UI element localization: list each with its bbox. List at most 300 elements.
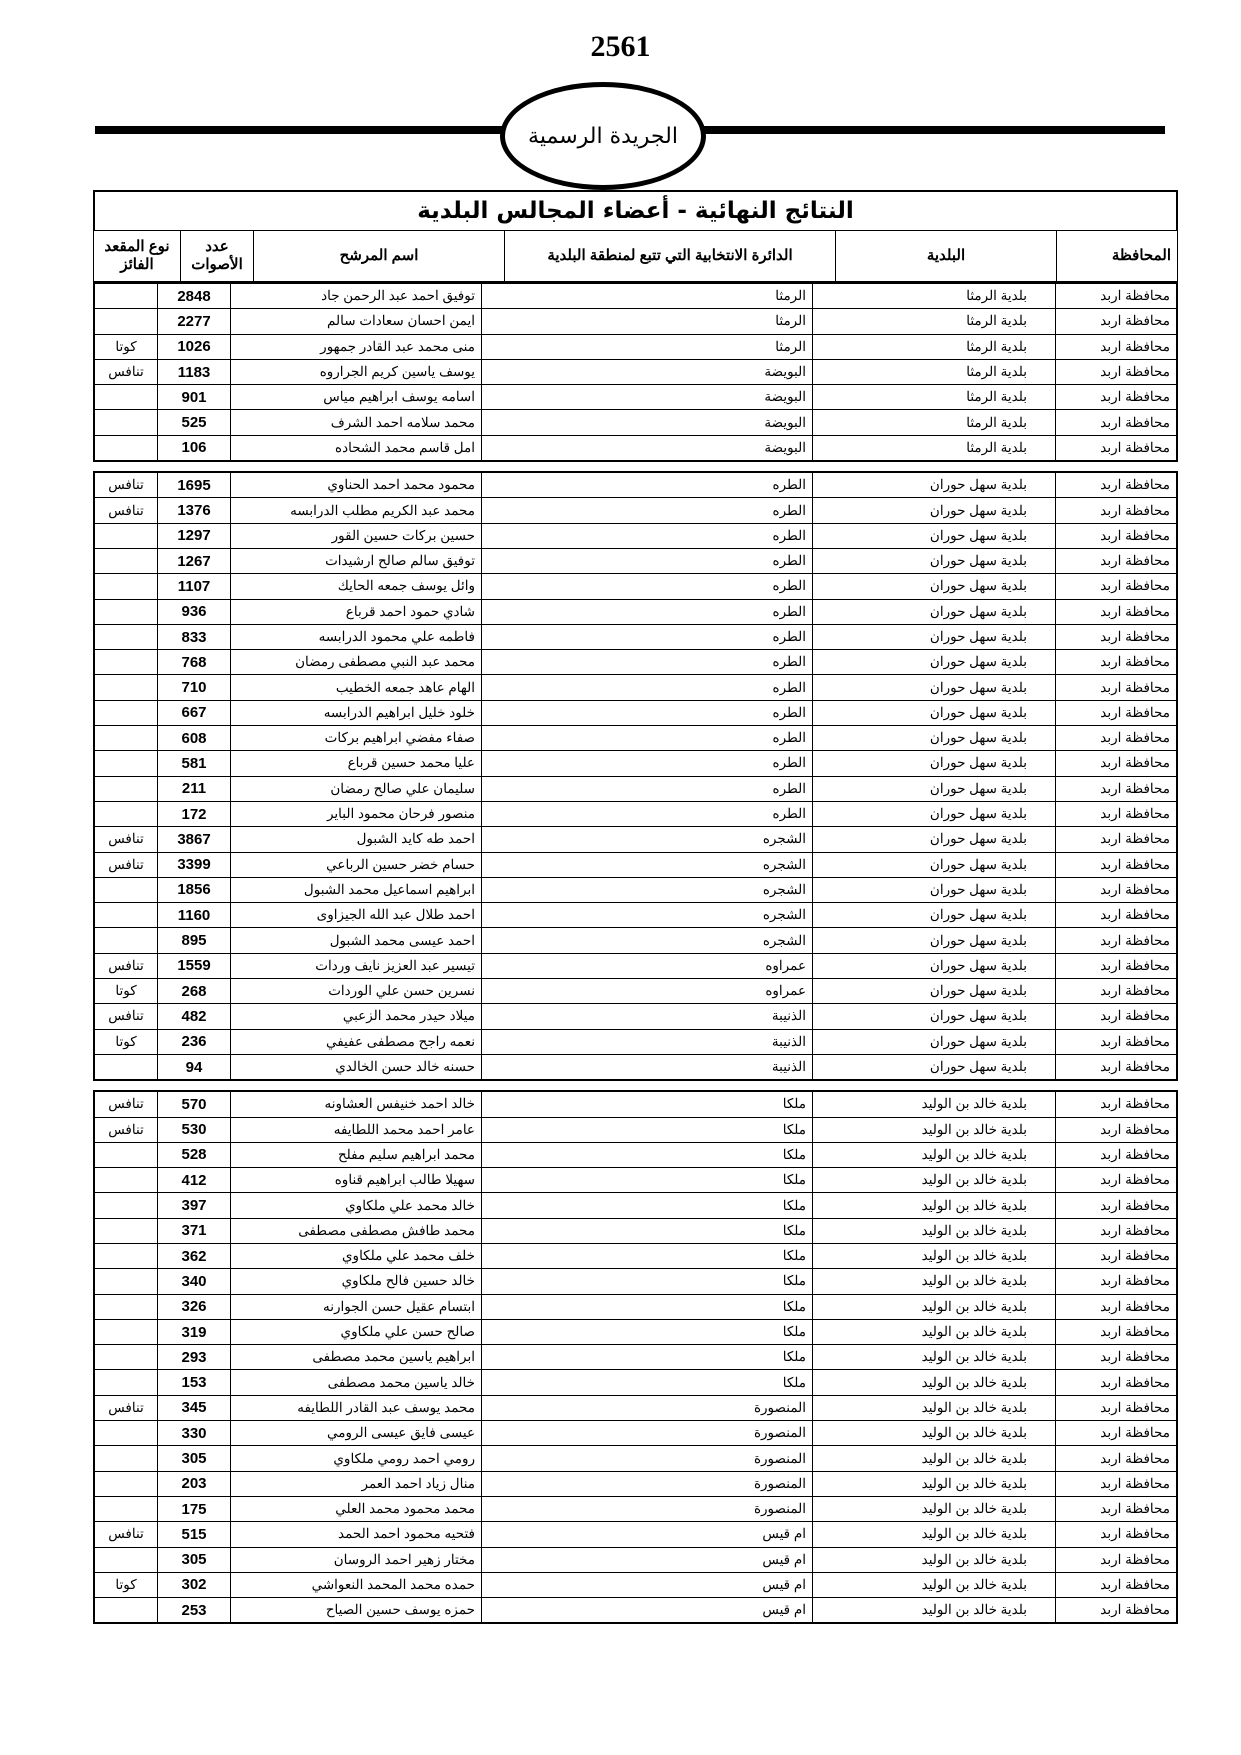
- seat-type-cell: تنافس: [94, 852, 158, 877]
- votes-cell: 1183: [158, 359, 231, 384]
- municipality-cell: بلدية سهل حوران: [813, 953, 1056, 978]
- seat-type-cell: [94, 1193, 158, 1218]
- district-cell: الشجره: [482, 827, 813, 852]
- votes-cell: 371: [158, 1218, 231, 1243]
- seat-type-cell: [94, 1471, 158, 1496]
- municipality-cell: بلدية الرمثا: [813, 385, 1056, 410]
- candidate-name-cell: ابتسام عقيل حسن الجوارنه: [231, 1294, 482, 1319]
- seat-type-cell: [94, 410, 158, 435]
- table-row: [94, 498, 1177, 523]
- district-cell: الذنيبة: [482, 1054, 813, 1080]
- governorate-cell: محافظة اربد: [1056, 675, 1178, 700]
- seat-type-cell: [94, 1421, 158, 1446]
- seat-type-cell: [94, 1345, 158, 1370]
- municipality-cell: بلدية خالد بن الوليد: [813, 1471, 1056, 1496]
- table-row: [94, 726, 1177, 751]
- municipality-group: [93, 1090, 1178, 1624]
- candidate-name-cell: خالد احمد خنيفس العشاونه: [231, 1091, 482, 1117]
- header-municipality: البلدية: [836, 231, 1057, 282]
- table-row: [94, 675, 1177, 700]
- votes-cell: 302: [158, 1572, 231, 1597]
- governorate-cell: محافظة اربد: [1056, 472, 1178, 498]
- governorate-cell: محافظة اربد: [1056, 523, 1178, 548]
- governorate-cell: محافظة اربد: [1056, 1395, 1178, 1420]
- votes-cell: 305: [158, 1446, 231, 1471]
- candidate-name-cell: احمد طلال عبد الله الجيزاوى: [231, 903, 482, 928]
- table-row: [94, 599, 1177, 624]
- table-row: [94, 1522, 1177, 1547]
- candidate-name-cell: صالح حسن علي ملكاوي: [231, 1319, 482, 1344]
- governorate-cell: محافظة اربد: [1056, 574, 1178, 599]
- votes-cell: 936: [158, 599, 231, 624]
- gazette-title: الجريدة الرسمية: [528, 123, 678, 149]
- district-cell: الطره: [482, 472, 813, 498]
- governorate-cell: محافظة اربد: [1056, 726, 1178, 751]
- candidate-name-cell: فاطمه علي محمود الدرابسه: [231, 624, 482, 649]
- municipality-cell: بلدية سهل حوران: [813, 827, 1056, 852]
- candidate-name-cell: محمد عبد النبي مصطفى رمضان: [231, 650, 482, 675]
- votes-cell: 1160: [158, 903, 231, 928]
- seat-type-cell: تنافس: [94, 359, 158, 384]
- table-row: [94, 801, 1177, 826]
- governorate-cell: محافظة اربد: [1056, 1319, 1178, 1344]
- district-cell: ملكا: [482, 1168, 813, 1193]
- table-row: [94, 827, 1177, 852]
- candidate-name-cell: خالد محمد علي ملكاوي: [231, 1193, 482, 1218]
- district-cell: المنصورة: [482, 1421, 813, 1446]
- candidate-name-cell: ابراهيم ياسين محمد مصطفى: [231, 1345, 482, 1370]
- district-cell: الطره: [482, 548, 813, 573]
- municipality-cell: بلدية سهل حوران: [813, 624, 1056, 649]
- seat-type-cell: [94, 1294, 158, 1319]
- governorate-cell: محافظة اربد: [1056, 548, 1178, 573]
- table-row: [94, 700, 1177, 725]
- votes-cell: 1267: [158, 548, 231, 573]
- candidate-name-cell: تيسير عبد العزيز نايف وردات: [231, 953, 482, 978]
- district-cell: ملكا: [482, 1370, 813, 1395]
- candidate-name-cell: احمد عيسى محمد الشبول: [231, 928, 482, 953]
- governorate-cell: محافظة اربد: [1056, 801, 1178, 826]
- table-row: [94, 1193, 1177, 1218]
- municipality-cell: بلدية خالد بن الوليد: [813, 1370, 1056, 1395]
- table-row: [94, 1547, 1177, 1572]
- district-cell: عمراوه: [482, 953, 813, 978]
- table-row: [94, 1496, 1177, 1521]
- table-row: [94, 309, 1177, 334]
- candidate-name-cell: منى محمد عبد القادر جمهور: [231, 334, 482, 359]
- seat-type-cell: [94, 903, 158, 928]
- votes-cell: 1376: [158, 498, 231, 523]
- votes-cell: 3399: [158, 852, 231, 877]
- municipality-cell: بلدية سهل حوران: [813, 903, 1056, 928]
- votes-cell: 482: [158, 1004, 231, 1029]
- municipality-cell: بلدية خالد بن الوليد: [813, 1421, 1056, 1446]
- candidate-name-cell: محمود محمد احمد الحناوي: [231, 472, 482, 498]
- candidate-name-cell: نسرين حسن علي الوردات: [231, 979, 482, 1004]
- municipality-cell: بلدية سهل حوران: [813, 675, 1056, 700]
- municipality-cell: بلدية سهل حوران: [813, 574, 1056, 599]
- municipality-cell: بلدية سهل حوران: [813, 1029, 1056, 1054]
- seat-type-cell: [94, 751, 158, 776]
- district-cell: البويضة: [482, 410, 813, 435]
- district-cell: ملكا: [482, 1345, 813, 1370]
- district-cell: الطره: [482, 599, 813, 624]
- seat-type-cell: [94, 1142, 158, 1167]
- candidate-name-cell: سليمان علي صالح رمضان: [231, 776, 482, 801]
- municipality-cell: بلدية سهل حوران: [813, 776, 1056, 801]
- votes-cell: 94: [158, 1054, 231, 1080]
- municipality-cell: بلدية الرمثا: [813, 283, 1056, 309]
- district-cell: ملكا: [482, 1142, 813, 1167]
- votes-cell: 581: [158, 751, 231, 776]
- governorate-cell: محافظة اربد: [1056, 852, 1178, 877]
- municipality-cell: بلدية سهل حوران: [813, 523, 1056, 548]
- table-row: [94, 903, 1177, 928]
- seat-type-cell: تنافس: [94, 1395, 158, 1420]
- seat-type-cell: [94, 599, 158, 624]
- district-cell: المنصورة: [482, 1446, 813, 1471]
- governorate-cell: محافظة اربد: [1056, 1142, 1178, 1167]
- governorate-cell: محافظة اربد: [1056, 827, 1178, 852]
- votes-cell: 172: [158, 801, 231, 826]
- candidate-name-cell: حسين بركات حسين القور: [231, 523, 482, 548]
- governorate-cell: محافظة اربد: [1056, 435, 1178, 461]
- municipality-cell: بلدية خالد بن الوليد: [813, 1572, 1056, 1597]
- candidate-name-cell: منال زياد احمد العمر: [231, 1471, 482, 1496]
- governorate-cell: محافظة اربد: [1056, 1117, 1178, 1142]
- governorate-cell: محافظة اربد: [1056, 1471, 1178, 1496]
- seat-type-cell: [94, 574, 158, 599]
- municipality-cell: بلدية سهل حوران: [813, 599, 1056, 624]
- municipality-cell: بلدية سهل حوران: [813, 726, 1056, 751]
- governorate-cell: محافظة اربد: [1056, 1243, 1178, 1268]
- governorate-cell: محافظة اربد: [1056, 1547, 1178, 1572]
- votes-cell: 1559: [158, 953, 231, 978]
- district-cell: الطره: [482, 776, 813, 801]
- municipality-cell: بلدية خالد بن الوليد: [813, 1117, 1056, 1142]
- table-row: [94, 574, 1177, 599]
- governorate-cell: محافظة اربد: [1056, 1294, 1178, 1319]
- votes-cell: 3867: [158, 827, 231, 852]
- seat-type-cell: [94, 1319, 158, 1344]
- municipality-cell: بلدية خالد بن الوليد: [813, 1598, 1056, 1624]
- candidate-name-cell: وائل يوسف جمعه الحايك: [231, 574, 482, 599]
- municipality-cell: بلدية سهل حوران: [813, 650, 1056, 675]
- table-row: [94, 928, 1177, 953]
- candidate-name-cell: فتحيه محمود احمد الحمد: [231, 1522, 482, 1547]
- votes-cell: 412: [158, 1168, 231, 1193]
- table-row: [94, 624, 1177, 649]
- municipality-cell: بلدية الرمثا: [813, 309, 1056, 334]
- votes-cell: 833: [158, 624, 231, 649]
- governorate-cell: محافظة اربد: [1056, 359, 1178, 384]
- seat-type-cell: [94, 309, 158, 334]
- municipality-cell: بلدية خالد بن الوليد: [813, 1446, 1056, 1471]
- candidate-name-cell: نعمه راجح مصطفى عفيفي: [231, 1029, 482, 1054]
- district-cell: الشجره: [482, 877, 813, 902]
- municipality-cell: بلدية خالد بن الوليد: [813, 1294, 1056, 1319]
- candidate-name-cell: شادي حمود احمد قرباع: [231, 599, 482, 624]
- municipality-cell: بلدية سهل حوران: [813, 498, 1056, 523]
- seat-type-cell: [94, 1218, 158, 1243]
- votes-cell: 397: [158, 1193, 231, 1218]
- seat-type-cell: [94, 1446, 158, 1471]
- candidate-name-cell: محمد محمود محمد العلي: [231, 1496, 482, 1521]
- result-groups: [93, 282, 1178, 1624]
- candidate-name-cell: محمد عبد الكريم مطلب الدرابسه: [231, 498, 482, 523]
- governorate-cell: محافظة اربد: [1056, 1421, 1178, 1446]
- municipality-cell: بلدية خالد بن الوليد: [813, 1547, 1056, 1572]
- district-cell: الرمثا: [482, 334, 813, 359]
- municipality-cell: بلدية سهل حوران: [813, 700, 1056, 725]
- governorate-cell: محافظة اربد: [1056, 650, 1178, 675]
- votes-cell: 330: [158, 1421, 231, 1446]
- votes-cell: 1695: [158, 472, 231, 498]
- votes-cell: 236: [158, 1029, 231, 1054]
- candidate-name-cell: خلف محمد علي ملكاوي: [231, 1243, 482, 1268]
- table-row: [94, 472, 1177, 498]
- district-cell: الشجره: [482, 903, 813, 928]
- governorate-cell: محافظة اربد: [1056, 1598, 1178, 1624]
- district-cell: الشجره: [482, 928, 813, 953]
- governorate-cell: محافظة اربد: [1056, 1345, 1178, 1370]
- municipality-cell: بلدية خالد بن الوليد: [813, 1319, 1056, 1344]
- candidate-name-cell: عيسى فايق عيسى الرومي: [231, 1421, 482, 1446]
- seat-type-cell: كوتا: [94, 979, 158, 1004]
- candidate-name-cell: عليا محمد حسين قرباع: [231, 751, 482, 776]
- candidate-name-cell: حمزه يوسف حسين الصياح: [231, 1598, 482, 1624]
- seat-type-cell: [94, 1243, 158, 1268]
- governorate-cell: محافظة اربد: [1056, 410, 1178, 435]
- table-header: [93, 230, 1178, 282]
- votes-cell: 268: [158, 979, 231, 1004]
- governorate-cell: محافظة اربد: [1056, 1168, 1178, 1193]
- votes-cell: 530: [158, 1117, 231, 1142]
- candidate-name-cell: امل قاسم محمد الشحاده: [231, 435, 482, 461]
- candidate-name-cell: عامر احمد محمد اللطايفه: [231, 1117, 482, 1142]
- municipality-cell: بلدية الرمثا: [813, 410, 1056, 435]
- municipality-cell: بلدية الرمثا: [813, 435, 1056, 461]
- votes-cell: 153: [158, 1370, 231, 1395]
- candidate-name-cell: حمده محمد المحمد النعواشي: [231, 1572, 482, 1597]
- results-table: [93, 190, 1178, 1624]
- votes-cell: 175: [158, 1496, 231, 1521]
- candidate-name-cell: خلود خليل ابراهيم الدرابسه: [231, 700, 482, 725]
- district-cell: الطره: [482, 700, 813, 725]
- seat-type-cell: كوتا: [94, 1572, 158, 1597]
- votes-cell: 305: [158, 1547, 231, 1572]
- seat-type-cell: كوتا: [94, 334, 158, 359]
- candidate-name-cell: صفاء مفضي ابراهيم بركات: [231, 726, 482, 751]
- table-row: [94, 1142, 1177, 1167]
- group-separator: [93, 462, 1178, 471]
- candidate-name-cell: خالد ياسين محمد مصطفى: [231, 1370, 482, 1395]
- governorate-cell: محافظة اربد: [1056, 1496, 1178, 1521]
- district-cell: الرمثا: [482, 283, 813, 309]
- municipality-cell: بلدية سهل حوران: [813, 1054, 1056, 1080]
- governorate-cell: محافظة اربد: [1056, 751, 1178, 776]
- district-cell: ملكا: [482, 1319, 813, 1344]
- municipality-cell: بلدية خالد بن الوليد: [813, 1269, 1056, 1294]
- district-cell: الطره: [482, 650, 813, 675]
- municipality-cell: بلدية خالد بن الوليد: [813, 1142, 1056, 1167]
- seat-type-cell: [94, 1370, 158, 1395]
- gazette-title-emblem: [500, 82, 706, 190]
- votes-cell: 1297: [158, 523, 231, 548]
- seat-type-cell: [94, 283, 158, 309]
- candidate-name-cell: سهيلا طالب ابراهيم قناوه: [231, 1168, 482, 1193]
- municipality-cell: بلدية خالد بن الوليد: [813, 1496, 1056, 1521]
- municipality-cell: بلدية خالد بن الوليد: [813, 1395, 1056, 1420]
- table-row: [94, 410, 1177, 435]
- municipality-group: [93, 471, 1178, 1081]
- governorate-cell: محافظة اربد: [1056, 928, 1178, 953]
- candidate-name-cell: رومي احمد رومي ملكاوي: [231, 1446, 482, 1471]
- governorate-cell: محافظة اربد: [1056, 1029, 1178, 1054]
- table-row: [94, 1421, 1177, 1446]
- candidate-name-cell: محمد ابراهيم سليم مفلح: [231, 1142, 482, 1167]
- header-seat-type: نوع المقعد الفائز: [94, 231, 181, 282]
- table-row: [94, 1004, 1177, 1029]
- table-row: [94, 1117, 1177, 1142]
- table-row: [94, 1572, 1177, 1597]
- candidate-name-cell: منصور فرحان محمود الباير: [231, 801, 482, 826]
- municipality-cell: بلدية خالد بن الوليد: [813, 1193, 1056, 1218]
- district-cell: ملكا: [482, 1117, 813, 1142]
- seat-type-cell: تنافس: [94, 1522, 158, 1547]
- table-row: [94, 1319, 1177, 1344]
- district-cell: ام قيس: [482, 1547, 813, 1572]
- votes-cell: 319: [158, 1319, 231, 1344]
- votes-cell: 570: [158, 1091, 231, 1117]
- seat-type-cell: [94, 776, 158, 801]
- seat-type-cell: [94, 1547, 158, 1572]
- district-cell: البويضة: [482, 359, 813, 384]
- votes-cell: 293: [158, 1345, 231, 1370]
- candidate-name-cell: يوسف ياسين كريم الجراروه: [231, 359, 482, 384]
- votes-cell: 1026: [158, 334, 231, 359]
- district-cell: الطره: [482, 751, 813, 776]
- table-row: [94, 1029, 1177, 1054]
- seat-type-cell: [94, 624, 158, 649]
- table-row: [94, 1345, 1177, 1370]
- seat-type-cell: [94, 548, 158, 573]
- district-cell: ملكا: [482, 1193, 813, 1218]
- district-cell: الشجره: [482, 852, 813, 877]
- district-cell: الذنيبة: [482, 1029, 813, 1054]
- table-row: [94, 751, 1177, 776]
- candidate-name-cell: ابراهيم اسماعيل محمد الشبول: [231, 877, 482, 902]
- seat-type-cell: [94, 523, 158, 548]
- table-row: [94, 1243, 1177, 1268]
- municipality-cell: بلدية خالد بن الوليد: [813, 1345, 1056, 1370]
- governorate-cell: محافظة اربد: [1056, 903, 1178, 928]
- header-governorate: المحافظة: [1057, 231, 1178, 282]
- table-row: [94, 523, 1177, 548]
- seat-type-cell: [94, 877, 158, 902]
- district-cell: الطره: [482, 574, 813, 599]
- seat-type-cell: تنافس: [94, 1117, 158, 1142]
- votes-cell: 608: [158, 726, 231, 751]
- seat-type-cell: [94, 1496, 158, 1521]
- municipality-cell: بلدية خالد بن الوليد: [813, 1091, 1056, 1117]
- votes-cell: 2277: [158, 309, 231, 334]
- seat-type-cell: كوتا: [94, 1029, 158, 1054]
- governorate-cell: محافظة اربد: [1056, 877, 1178, 902]
- district-cell: ام قيس: [482, 1598, 813, 1624]
- table-row: [94, 852, 1177, 877]
- table-row: [94, 650, 1177, 675]
- seat-type-cell: [94, 1269, 158, 1294]
- district-cell: الطره: [482, 498, 813, 523]
- votes-cell: 1107: [158, 574, 231, 599]
- municipality-cell: بلدية سهل حوران: [813, 472, 1056, 498]
- governorate-cell: محافظة اربد: [1056, 1522, 1178, 1547]
- district-cell: الطره: [482, 523, 813, 548]
- governorate-cell: محافظة اربد: [1056, 624, 1178, 649]
- governorate-cell: محافظة اربد: [1056, 1054, 1178, 1080]
- votes-cell: 1856: [158, 877, 231, 902]
- votes-cell: 340: [158, 1269, 231, 1294]
- seat-type-cell: [94, 1054, 158, 1080]
- district-cell: ملكا: [482, 1091, 813, 1117]
- seat-type-cell: [94, 385, 158, 410]
- group-separator: [93, 1081, 1178, 1090]
- governorate-cell: محافظة اربد: [1056, 1446, 1178, 1471]
- candidate-name-cell: ايمن احسان سعادات سالم: [231, 309, 482, 334]
- votes-cell: 345: [158, 1395, 231, 1420]
- municipality-cell: بلدية خالد بن الوليد: [813, 1218, 1056, 1243]
- district-cell: الذنيبة: [482, 1004, 813, 1029]
- candidate-name-cell: ميلاد حيدر محمد الزعبي: [231, 1004, 482, 1029]
- votes-cell: 525: [158, 410, 231, 435]
- municipality-cell: بلدية الرمثا: [813, 334, 1056, 359]
- votes-cell: 528: [158, 1142, 231, 1167]
- table-row: [94, 1471, 1177, 1496]
- votes-cell: 211: [158, 776, 231, 801]
- table-row: [94, 435, 1177, 461]
- votes-cell: 710: [158, 675, 231, 700]
- district-cell: الطره: [482, 726, 813, 751]
- district-cell: الطره: [482, 624, 813, 649]
- candidate-name-cell: محمد سلامه احمد الشرف: [231, 410, 482, 435]
- candidate-name-cell: حسنه خالد حسن الخالدي: [231, 1054, 482, 1080]
- votes-cell: 2848: [158, 283, 231, 309]
- seat-type-cell: [94, 726, 158, 751]
- district-cell: الرمثا: [482, 309, 813, 334]
- governorate-cell: محافظة اربد: [1056, 309, 1178, 334]
- seat-type-cell: تنافس: [94, 1091, 158, 1117]
- governorate-cell: محافظة اربد: [1056, 1370, 1178, 1395]
- table-row: [94, 1269, 1177, 1294]
- governorate-cell: محافظة اربد: [1056, 776, 1178, 801]
- table-row: [94, 1054, 1177, 1080]
- table-row: [94, 1218, 1177, 1243]
- seat-type-cell: [94, 928, 158, 953]
- table-row: [94, 359, 1177, 384]
- seat-type-cell: [94, 1168, 158, 1193]
- district-cell: الطره: [482, 801, 813, 826]
- seat-type-cell: تنافس: [94, 498, 158, 523]
- governorate-cell: محافظة اربد: [1056, 1091, 1178, 1117]
- table-row: [94, 1370, 1177, 1395]
- municipality-cell: بلدية سهل حوران: [813, 852, 1056, 877]
- table-row: [94, 1294, 1177, 1319]
- governorate-cell: محافظة اربد: [1056, 1004, 1178, 1029]
- seat-type-cell: [94, 650, 158, 675]
- municipality-cell: بلدية خالد بن الوليد: [813, 1243, 1056, 1268]
- candidate-name-cell: اسامه يوسف ابراهيم مياس: [231, 385, 482, 410]
